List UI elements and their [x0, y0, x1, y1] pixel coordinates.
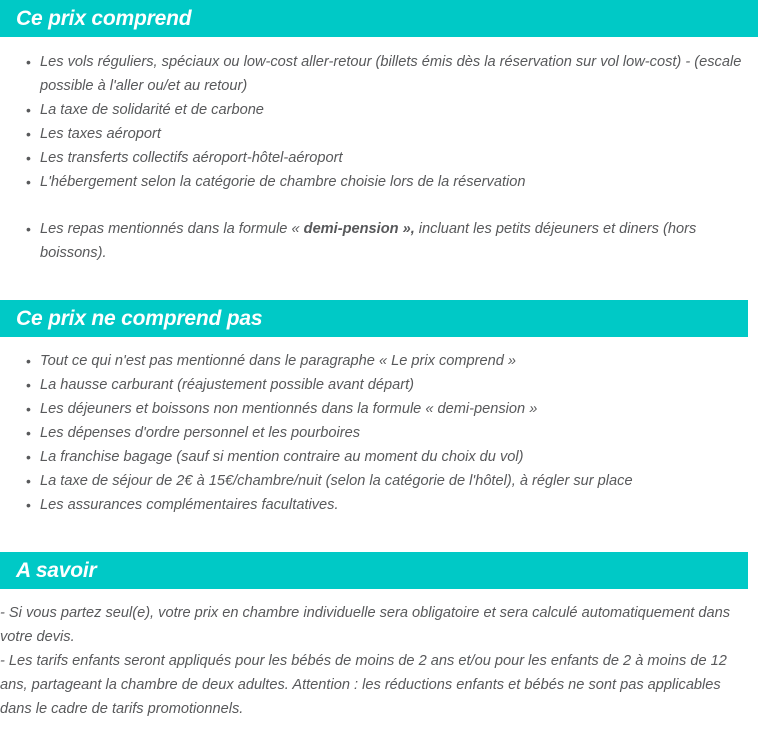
list-item: • La taxe de séjour de 2€ à 15€/chambre/nuit (selon la catégorie de l'hôtel), à régler sur place — [0, 469, 758, 493]
section-header-a-savoir — [0, 552, 748, 589]
list-item: • La franchise bagage (sauf si mention contraire au moment du choix du vol) — [0, 445, 758, 469]
list-item: • Les dépenses d'ordre personnel et les pourboires — [0, 421, 758, 445]
section-title: Ce prix ne comprend pas — [16, 307, 263, 330]
meals-suffix: incluant les petits déjeuners et diners (hors boissons). — [40, 221, 697, 261]
list-item: • Les taxes aéroport — [0, 122, 758, 146]
section-ce-prix-ne-comprend-pas — [0, 300, 758, 517]
included-list — [0, 50, 758, 265]
section-header-ce-prix-ne-comprend-pas — [0, 300, 748, 337]
list-item: • La hausse carburant (réajustement possible avant départ) — [0, 373, 758, 397]
section-ce-prix-comprend — [0, 0, 758, 265]
meals-prefix: Les repas mentionnés dans la formule « — [40, 221, 304, 237]
note-paragraph: - Si vous partez seul(e), votre prix en chambre individuelle sera obligatoire et sera calculé automatiquement dans votre devis. — [0, 605, 731, 645]
list-item: • Les vols réguliers, spéciaux ou low-cost aller-retour (billets émis dès la réservation sur vol low-cost) - (escale possible à l'aller ou/et au retour) — [0, 50, 758, 98]
list-item: • Tout ce qui n'est pas mentionné dans le paragraphe « Le prix comprend » — [0, 349, 758, 373]
list-item: • L'hébergement selon la catégorie de chambre choisie lors de la réservation — [0, 170, 758, 194]
section-a-savoir — [0, 552, 758, 721]
list-item: • Les déjeuners et boissons non mentionnés dans la formule « demi-pension » — [0, 397, 758, 421]
section-gap — [0, 517, 758, 552]
section-body-ce-prix-ne-comprend-pas — [0, 337, 758, 517]
section-title: Ce prix comprend — [16, 7, 192, 30]
section-body-a-savoir — [0, 589, 758, 721]
section-header-ce-prix-comprend — [0, 0, 758, 37]
section-body-ce-prix-comprend — [0, 37, 758, 265]
list-item-meals — [0, 217, 758, 265]
section-gap — [0, 265, 758, 300]
list-item: • La taxe de solidarité et de carbone — [0, 98, 758, 122]
note-paragraph: - Les tarifs enfants seront appliqués pour les bébés de moins de 2 ans et/ou pour les enfants de 2 à moins de 12 ans, partageant la chambre de deux adultes. Attention : les réductions enfants et bébés ne sont pas applicables dans le cadre de tarifs promotionnels. — [0, 653, 727, 717]
meals-highlight: demi-pension », — [303, 221, 415, 237]
list-item: • Les assurances complémentaires facultatives. — [0, 493, 758, 517]
list-item: • Les transferts collectifs aéroport-hôtel-aéroport — [0, 146, 758, 170]
section-title: A savoir — [16, 559, 97, 582]
excluded-list — [0, 349, 758, 517]
